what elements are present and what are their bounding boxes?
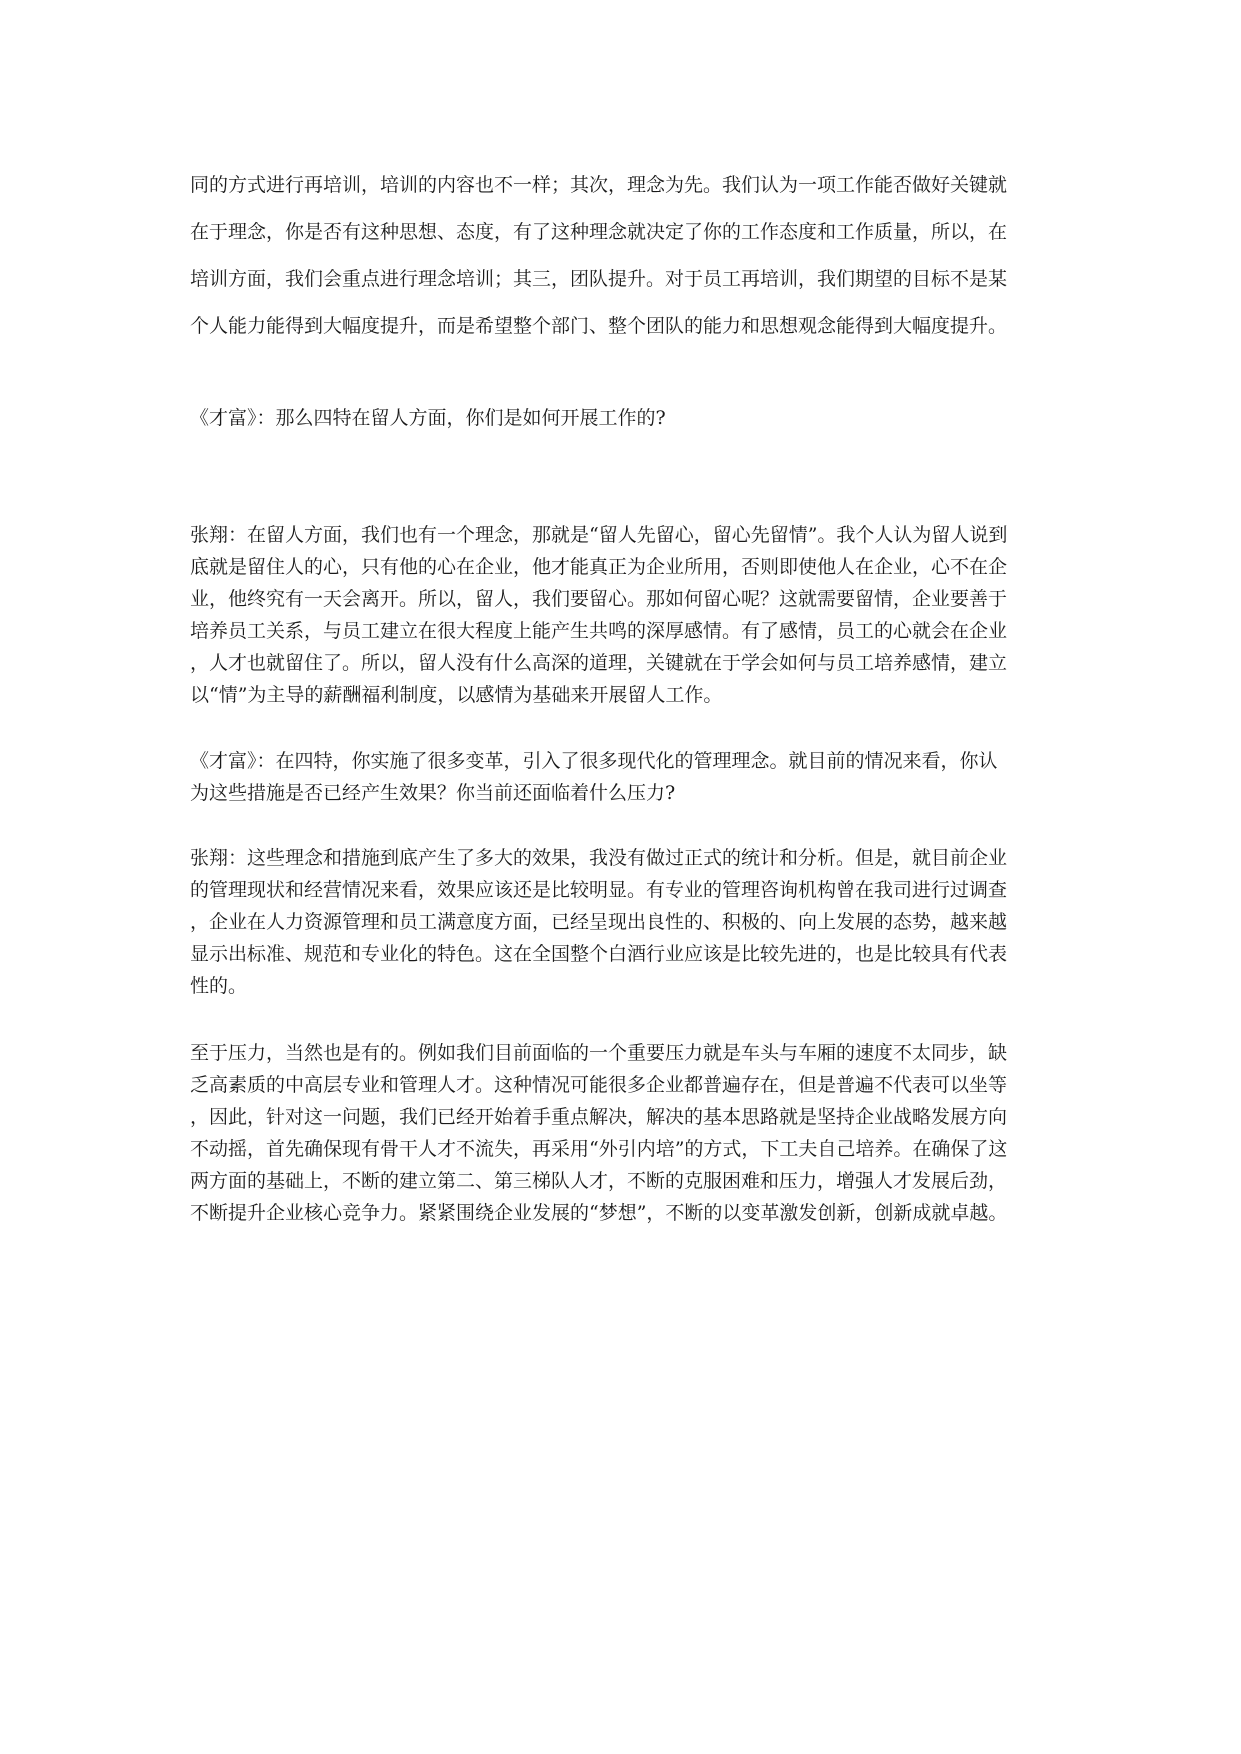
- text-line: 为这些措施是否已经产生效果？你当前还面临着什么压力?: [190, 782, 676, 804]
- text-line: 《才富》：在四特，你实施了很多变革，引入了很多现代化的管理理念。就目前的情况来看，你认: [190, 750, 998, 772]
- text-line: 不动摇，首先确保现有骨干人才不流失，再采用“外引内培”的方式，下工夫自己培养。在确保了这: [190, 1138, 1008, 1160]
- text-line: ，企业在人力资源管理和员工满意度方面，已经呈现出良性的、积极的、向上发展的态势，越来越: [190, 911, 1008, 933]
- text-line: ，因此，针对这一问题，我们已经开始着手重点解决，解决的基本思路就是坚持企业战略发展方向: [190, 1106, 1008, 1128]
- paragraph-pressure: [190, 1037, 1040, 1229]
- text-line: 的管理现状和经营情况来看，效果应该还是比较明显。有专业的管理咨询机构曾在我司进行过调查: [190, 879, 1008, 901]
- text-line: 不断提升企业核心竞争力。紧紧围绕企业发展的“梦想”，不断的以变革激发创新，创新成就卓越。: [190, 1202, 1008, 1224]
- text-line: 性的。: [190, 975, 248, 997]
- text-line: 同的方式进行再培训，培训的内容也不一样；其次，理念为先。我们认为一项工作能否做好关键就: [190, 174, 1008, 196]
- text-line: 业，他终究有一天会离开。所以，留人，我们要留心。那如何留心呢？这就需要留情，企业要善于: [190, 588, 1008, 610]
- text-line: 培训方面，我们会重点进行理念培训；其三，团队提升。对于员工再培训，我们期望的目标不是某: [190, 268, 1008, 290]
- text-line: 张翔：这些理念和措施到底产生了多大的效果，我没有做过正式的统计和分析。但是，就目前企业: [190, 847, 1008, 869]
- text-line: 两方面的基础上，不断的建立第二、第三梯队人才，不断的克服困难和压力，增强人才发展后劲，: [190, 1170, 1008, 1192]
- text-line: 在于理念，你是否有这种思想、态度，有了这种理念就决定了你的工作态度和工作质量，所以，在: [190, 221, 1008, 243]
- text-line: 显示出标准、规范和专业化的特色。这在全国整个白酒行业应该是比较先进的，也是比较具有代表: [190, 943, 1008, 965]
- text-line: 以“情”为主导的薪酬福利制度，以感情为基础来开展留人工作。: [190, 684, 723, 706]
- text-line: 张翔：在留人方面，我们也有一个理念，那就是“留人先留心，留心先留情”。我个人认为留人说到: [190, 524, 1008, 546]
- paragraph-answer-retention: [190, 519, 1040, 711]
- paragraph-answer-reform: [190, 842, 1040, 1002]
- text-line: ，人才也就留住了。所以，留人没有什么高深的道理，关键就在于学会如何与员工培养感情，建立: [190, 652, 1008, 674]
- text-line: 《才富》：那么四特在留人方面，你们是如何开展工作的?: [190, 407, 666, 429]
- text-line: 乏高素质的中高层专业和管理人才。这种情况可能很多企业都普遍存在，但是普遍不代表可以坐等: [190, 1074, 1008, 1096]
- paragraph-question-retention: [190, 402, 1040, 434]
- text-line: 至于压力，当然也是有的。例如我们目前面临的一个重要压力就是车头与车厢的速度不太同步，缺: [190, 1042, 1008, 1064]
- text-line: 底就是留住人的心，只有他的心在企业，他才能真正为企业所用，否则即使他人在企业，心不在企: [190, 556, 1008, 578]
- paragraph-question-reform: [190, 745, 1040, 809]
- text-line: 个人能力能得到大幅度提升，而是希望整个部门、整个团队的能力和思想观念能得到大幅度提升。: [190, 315, 1008, 337]
- text-line: 培养员工关系，与员工建立在很大程度上能产生共鸣的深厚感情。有了感情，员工的心就会在企业: [190, 620, 1008, 642]
- paragraph-intro-continuation: [190, 162, 1040, 350]
